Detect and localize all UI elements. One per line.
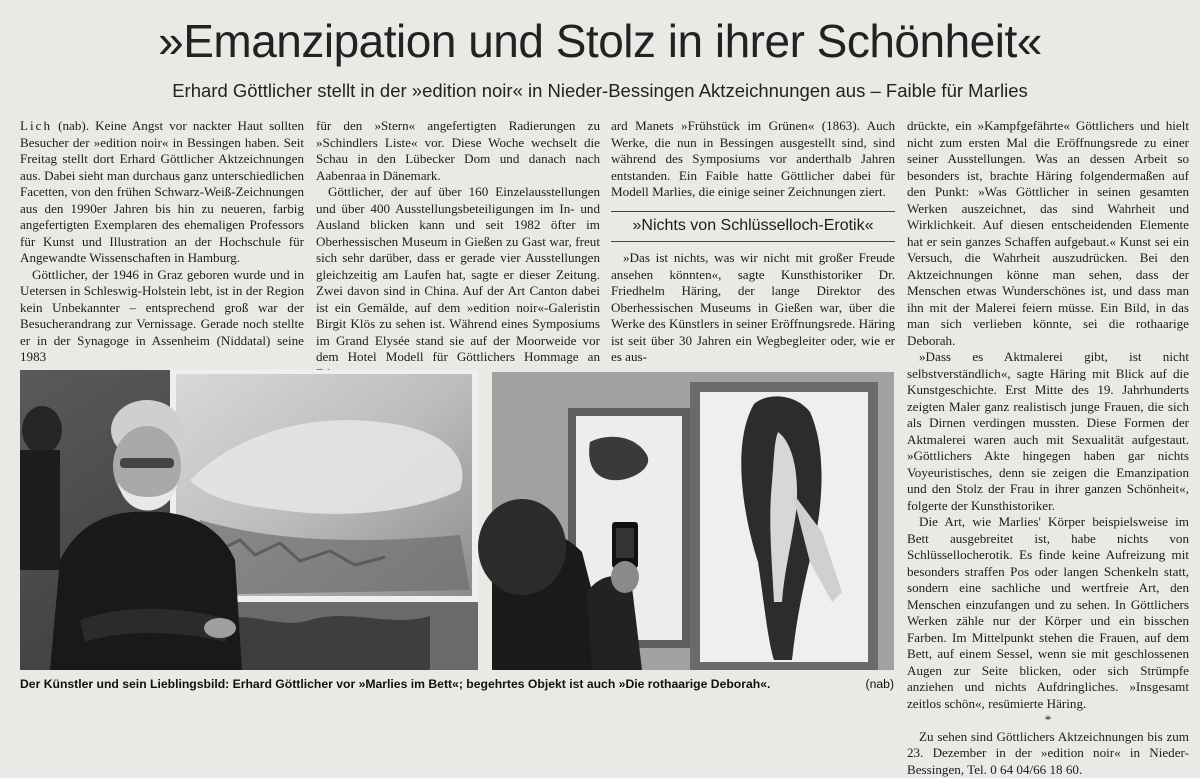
paragraph: Göttlicher, der 1946 in Graz geboren wurde und in Uetersen in Schleswig-Holstein lebt, ist in der Region kein Unbekannter – entsprechend groß war der Besucherandrang zur Vernissage. Gerade noch stellte er in der Synagoge in Assenheim (Niddatal) seine 1983: [20, 267, 304, 366]
photo-credit: (nab): [866, 677, 894, 691]
article-headline: »Emanzipation und Stolz in ihrer Schönheit«: [0, 14, 1200, 68]
paragraph: ard Manets »Frühstück im Grünen« (1863). Auch Werke, die nun in Bessingen ausgestellt sind, sind während des Symposiums vor anderthalb Jahren entstanden. Ein Faible hatte Göttlicher dabei für Modell Marlies, die einige seiner Zeichnungen ziert.: [611, 118, 895, 201]
caption-text: Der Künstler und sein Lieblingsbild: Erhard Göttlicher vor »Marlies im Bett«; begehrtes Objekt ist auch »Die rothaarige Deborah«.: [20, 677, 770, 691]
paragraph: drückte, ein »Kampfgefährte« Göttlichers und hielt nicht zum ersten Mal die Eröffnungsrede zu einer seiner Ausstellungen. Was an dessen Arbeit so besonders ist, brachte Häring folgendermaßen auf den Punkt: »Was Göttlicher in seinen gesamten Werken auszeichnet, das sind Wahrheit und Wirklichkeit. Auf diesen entscheidenden Elemente hat er sein ganzes Schaffen aufgebaut.« Kunst sei ein Versuch, die Wahrheit auszudrücken. Bei den Aktzeichnungen könne man sehen, dass der Menschen etwas Wunderschönes ist, und dass man ihn mit der Malerei feiern müsse. Ein Bild, in das man sich verlieben könnte, sei die rothaarige Deborah.: [907, 118, 1189, 349]
article-subheadline: Erhard Göttlicher stellt in der »edition noir« in Nieder-Bessingen Aktzeichnungen aus – Faible für Marlies: [0, 80, 1200, 102]
paragraph: Die Art, wie Marlies' Körper beispielsweise im Bett ausgebreitet ist, habe nichts von Schlüssellocherotik. Es finde keine Aufreizung mit besonders straffen Pos oder langen Schenkeln statt, sondern eine sachliche und wertfreie Art, den Menschen einzufangen und zu sehen. In Göttlichers Werken zähle nur der Körper und ein bisschen Farben. Im Mittelpunkt stehen die Frauen, auf dem Bett, auf einem Sessel, wenn sie mit geschlossenen Augen zur Seite blicken, oder sich Strümpfe anziehen und nichts Aufdringliches. »Insgesamt zeitlos schön«, resümierte Häring.: [907, 514, 1189, 712]
photo-caption: [20, 677, 894, 691]
text-column-3: [611, 118, 895, 366]
photo-framed-drawings: [492, 372, 894, 670]
exhibition-info: Zu sehen sind Göttlichers Aktzeichnungen bis zum 23. Dezember in der »edition noir« in Nieder-Bessingen, Tel. 0 64 04/66 18 60.: [907, 729, 1189, 778]
photo-artist-with-painting: [20, 370, 478, 670]
text-column-4: [907, 118, 1189, 698]
text-column-2: [316, 118, 600, 366]
text-column-1: [20, 118, 304, 366]
dateline: Lich: [20, 118, 52, 133]
section-subheading: »Nichts von Schlüsselloch-Erotik«: [611, 211, 895, 243]
paragraph: »Das ist nichts, was wir nicht mit großer Freude ansehen könnten«, sagte Kunsthistoriker Dr. Friedhelm Häring, der lange Direktor des Oberhessischen Museums in Gießen war, über die Werke des Künstlers in seiner Eröffnungsrede. Häring ist seit über 30 Jahren ein Wegbegleiter oder, wie er es aus-: [611, 250, 895, 366]
paragraph: Göttlicher, der auf über 160 Einzelausstellungen und über 400 Ausstellungsbeteiligungen im In- und Ausland blicken kann und seit 1982 öfter im Oberhessischen Museum in Gießen zu Gast war, freut sich sehr darüber, dass er gerade vier Ausstellungen gleichzeitig am Laufen hat, sagte er dieser Zeitung. Zwei davon sind in China. Auf der Art Canton dabei ist ein Gemälde, auf dem »edition noir«-Galeristin Birgit Klös zu sehen ist. Während eines Symposiums im Grand Elysée stand sie auf der Moorweide vor dem Hotel Modell für Göttlichers Hommage an: [316, 184, 600, 382]
paragraph-text: (nab). Keine Angst vor nackter Haut sollten Besucher der »edition noir« in Bessingen haben. Seit Freitag stellt dort Erhard Göttlicher Aktzeichnungen aus. Dabei sieht man durchaus ganz unterschiedlichen Facetten, von den frühen Schwarz-Weiß-Zeichnungen aus den 1990er Jahren bis hin zu neueren, farbig angefertigten Exemplaren des ehemaligen Professors für Kunst und Illustration an der Hochschule für Angewandte Wissenschaften in Hamburg.: [20, 118, 304, 265]
paragraph: [20, 118, 304, 267]
end-mark: *: [907, 712, 1189, 729]
photo-drawings-illustration: [492, 372, 894, 670]
paragraph: für den »Stern« angefertigten Radierungen zu »Schindlers Liste« vor. Diese Woche wechselt die Schau in den Lübecker Dom und danach nach Aabenraa in Dänemark.: [316, 118, 600, 184]
photo-artist-illustration: [20, 370, 478, 670]
paragraph: »Dass es Aktmalerei gibt, ist nicht selbstverständlich«, sagte Häring mit Blick auf die Kunstgeschichte. Erst Mitte des 19. Jahrhunderts zeigten Maler ganz realistisch junge Frauen, die sich als Dirnen verdingen mussten. Diese Formen der Aktmalerei waren auch mit Sexualität aufgestaut. »Göttlichers Akte hingegen haben gar nichts Voyeuristisches, denn sie zeigen die Emanzipation und den Stolz der Frau in ihrer ganzen Schönheit«, folgerte der Kunsthistoriker.: [907, 349, 1189, 514]
